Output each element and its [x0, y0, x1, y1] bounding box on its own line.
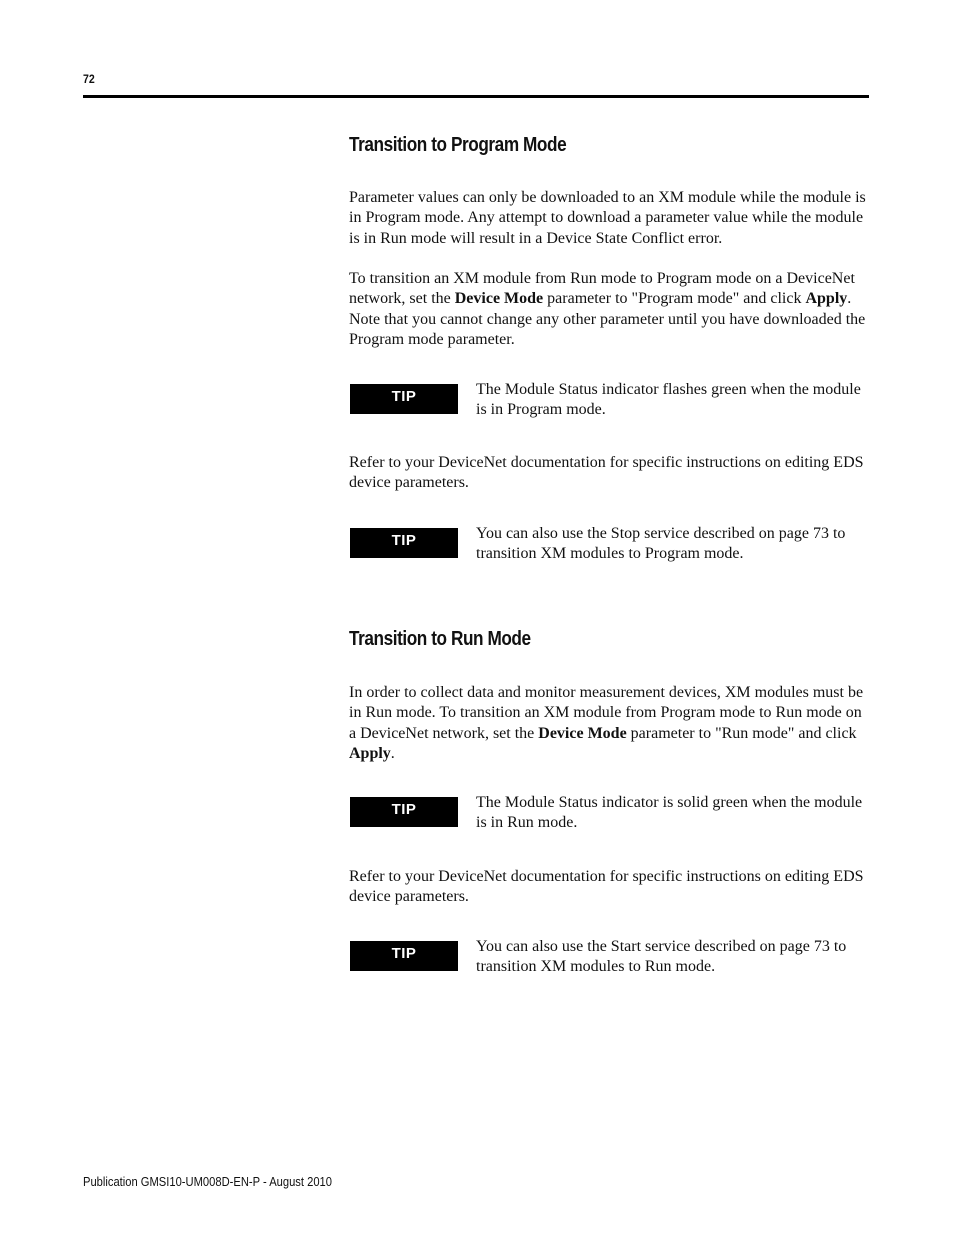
- device-mode-term: Device Mode: [538, 724, 627, 742]
- apply-term: Apply: [349, 744, 391, 762]
- tip-text: You can also use the Stop service described on page 73 to transition XM modules to Program mode.: [476, 525, 846, 563]
- section-title-run-mode: Transition to Run Mode: [349, 628, 531, 650]
- text-run: To transition an XM module from Run mode to Program mode on a DeviceNet network, set the: [349, 270, 855, 308]
- run-mode-instructions-paragraph: [349, 683, 869, 764]
- tip-badge: TIP: [350, 528, 458, 558]
- text-run: . Note that you cannot change any other parameter until you have downloaded the Program mode parameter.: [349, 290, 866, 348]
- devicenet-reference-paragraph: Refer to your DeviceNet documentation for specific instructions on editing EDS device parameters.: [349, 868, 864, 906]
- program-mode-instructions-paragraph: [349, 269, 869, 350]
- tip-text: The Module Status indicator flashes green when the module is in Program mode.: [476, 381, 861, 419]
- page-number: 72: [83, 72, 95, 86]
- tip-badge: TIP: [350, 797, 458, 827]
- text-run: parameter to "Program mode" and click: [543, 290, 806, 308]
- tip-text: You can also use the Start service described on page 73 to transition XM modules to Run mode.: [476, 938, 847, 976]
- section-title-program-mode: Transition to Program Mode: [349, 134, 567, 156]
- devicenet-reference-paragraph: Refer to your DeviceNet documentation for specific instructions on editing EDS device parameters.: [349, 454, 864, 492]
- header-rule: [83, 95, 869, 98]
- text-run: .: [390, 744, 395, 762]
- text-run: parameter to "Run mode" and click: [626, 724, 857, 742]
- text-run: In order to collect data and monitor measurement devices, XM modules must be in Run mode. To transition an XM module from Program mode to Run mode on a DeviceNet network, set the: [349, 684, 864, 742]
- tip-badge: TIP: [350, 941, 458, 971]
- publication-footer: Publication GMSI10-UM008D-EN-P - August 2010: [83, 1174, 332, 1189]
- program-mode-intro-paragraph: Parameter values can only be downloaded to an XM module while the module is in Program mode. Any attempt to download a parameter value while the module is in Run mode will result in a Device State Conflict error.: [349, 189, 866, 247]
- tip-text: The Module Status indicator is solid green when the module is in Run mode.: [476, 794, 863, 832]
- device-mode-term: Device Mode: [454, 290, 544, 308]
- apply-term: Apply: [805, 290, 848, 308]
- tip-badge: TIP: [350, 384, 458, 414]
